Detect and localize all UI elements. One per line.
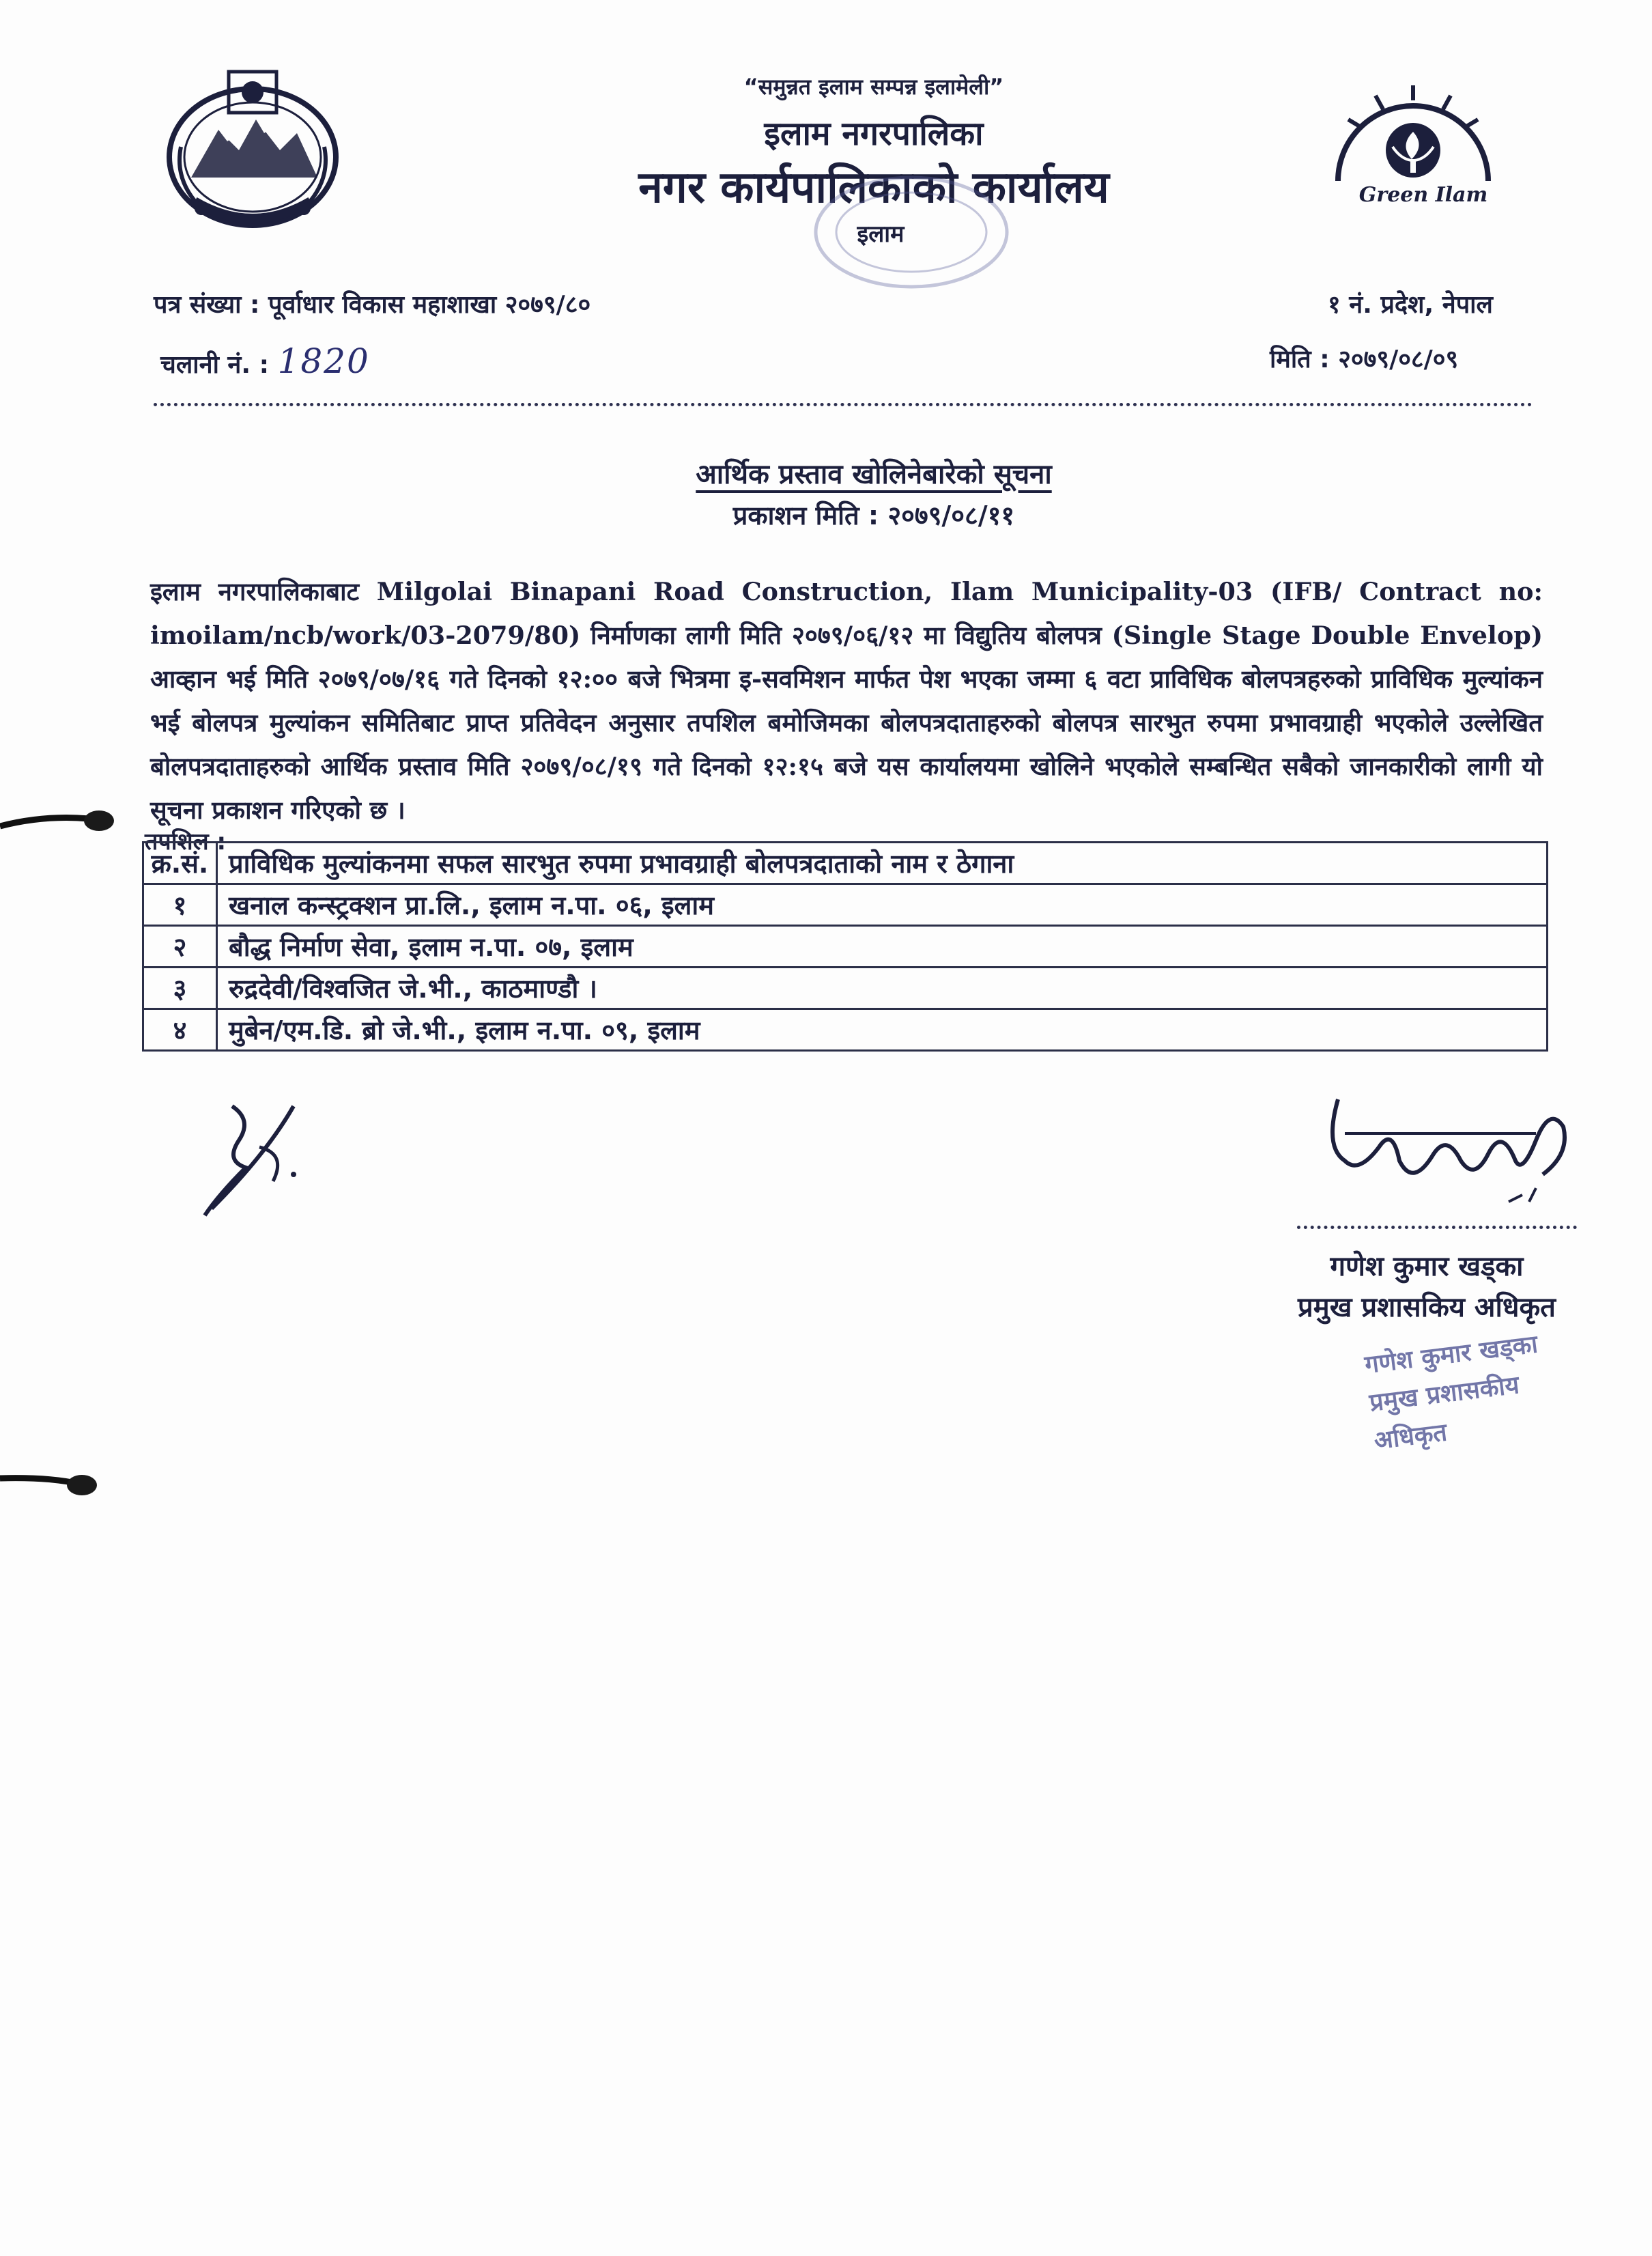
- signatory-stamp: [1363, 1318, 1607, 1460]
- slogan: “समुन्नत इलाम सम्पन्न इलामेली”: [743, 74, 1004, 100]
- letter-date: [1270, 341, 1458, 375]
- table-header-name: प्राविधिक मुल्यांकनमा सफल सारभुत रुपमा प्रभावग्राही बोलपत्रदाताको नाम र ठेगाना: [217, 843, 1548, 884]
- signatory-title: प्रमुख प्रशासकिय अधिकृत: [1298, 1292, 1556, 1323]
- bidders-table: [142, 841, 1548, 1052]
- province: १ नं. प्रदेश, नेपाल: [1328, 291, 1493, 319]
- table-header-row: [143, 843, 1548, 884]
- table-cell-name: रुद्रदेवी/विश्वजित जे.भी., काठमाण्डौ ।: [217, 968, 1548, 1009]
- notice-body: इलाम नगरपालिकाबाट Milgolai Binapani Road Construction, Ilam Municipality-03 (IFB/ Contract no: imoilam/ncb/work/03-2079/80) निर्माणका लागी मिति २०७९/०६/१२ मा विद्युतिय बोलपत्र (Single Stage Double Envelop) आव्हान भई मिति २०७९/०७/१६ गते दिनको १२:०० बजे भित्रमा इ-सवमिशन मार्फत पेश भएका जम्मा ६ वटा प्राविधिक बोलपत्रहरुको प्राविधिक मुल्यांकन भई बोलपत्र मुल्यांकन समितिबाट प्राप्त प्रतिवेदन अनुसार तपशिल बमोजिमका बोलपत्रदाताहरुको बोलपत्र सारभुत रुपमा प्रभावग्राही भएकोले उल्लेखित बोलपत्रदाताहरुको आर्थिक प्रस्ताव मिति २०७९/०८/१९ गते दिनको १२:१५ बजे यस कार्यालयमा खोलिने भएकोले सम्बन्धित सबैको जानकारीको लागी यो सूचना प्रकाशन गरिएको छ ।: [150, 577, 1543, 825]
- stamp-line-1: गणेश कुमार खड्का: [1363, 1329, 1539, 1379]
- table-row: [143, 926, 1548, 968]
- nepal-emblem-icon: [154, 65, 352, 242]
- table-cell-sn: १: [143, 884, 217, 926]
- table-row: [143, 884, 1548, 926]
- initial-signature-icon: [191, 1092, 328, 1229]
- table-cell-name: बौद्ध निर्माण सेवा, इलाम न.पा. ०७, इलाम: [217, 926, 1548, 968]
- office-name: नगर कार्यपालिकाको कार्यालय: [638, 163, 1109, 213]
- dispatch-number-value: 1820: [277, 341, 370, 381]
- publication-date-label: प्रकाशन मिति :: [732, 500, 879, 531]
- green-ilam-logo-text: Green Ilam: [1358, 183, 1488, 207]
- binder-ring-icon: [0, 1465, 123, 1506]
- publication-date-value: २०७९/०८/११: [887, 500, 1015, 531]
- table-cell-sn: ३: [143, 968, 217, 1009]
- letter-number-label: पत्र संख्या :: [154, 291, 260, 319]
- letter-number-value: पूर्वाधार विकास महाशाखा २०७९/८०: [268, 291, 591, 319]
- signatory-name: गणेश कुमार खड्का: [1330, 1251, 1524, 1282]
- municipality-name: इलाम नगरपालिका: [764, 115, 984, 153]
- dispatch-number: [160, 341, 370, 381]
- table-header-sn: क्र.सं.: [143, 843, 217, 884]
- table-cell-name: खनाल कन्स्ट्रक्शन प्रा.लि., इलाम न.पा. ०६, इलाम: [217, 884, 1548, 926]
- header-divider: [154, 403, 1533, 406]
- binder-ring-icon: [0, 806, 123, 847]
- letter-number: [154, 287, 590, 320]
- letter-date-value: २०७९/०८/०९: [1338, 346, 1459, 373]
- table-cell-sn: २: [143, 926, 217, 968]
- table-row: [143, 1009, 1548, 1051]
- officer-signature-icon: [1318, 1086, 1577, 1222]
- table-row: [143, 968, 1548, 1009]
- letter-date-label: मिति :: [1270, 346, 1330, 373]
- dispatch-number-label: चलानी नं. :: [160, 351, 270, 379]
- office-stamp-icon: [809, 171, 1014, 294]
- table-cell-sn: ४: [143, 1009, 217, 1051]
- publication-date: [655, 497, 1092, 533]
- signature-line: [1297, 1226, 1577, 1229]
- district-name: इलाम: [857, 221, 905, 248]
- table-cell-name: मुबेन/एम.डि. ब्रो जे.भी., इलाम न.पा. ०९, इलाम: [217, 1009, 1548, 1051]
- stamp-line-2: प्रमुख प्रशासकीय अधिकृत: [1367, 1370, 1521, 1456]
- details-label: तपशिल :: [145, 828, 227, 856]
- notice-title: आर्थिक प्रस्ताव खोलिनेबारेको सूचना: [696, 459, 1052, 490]
